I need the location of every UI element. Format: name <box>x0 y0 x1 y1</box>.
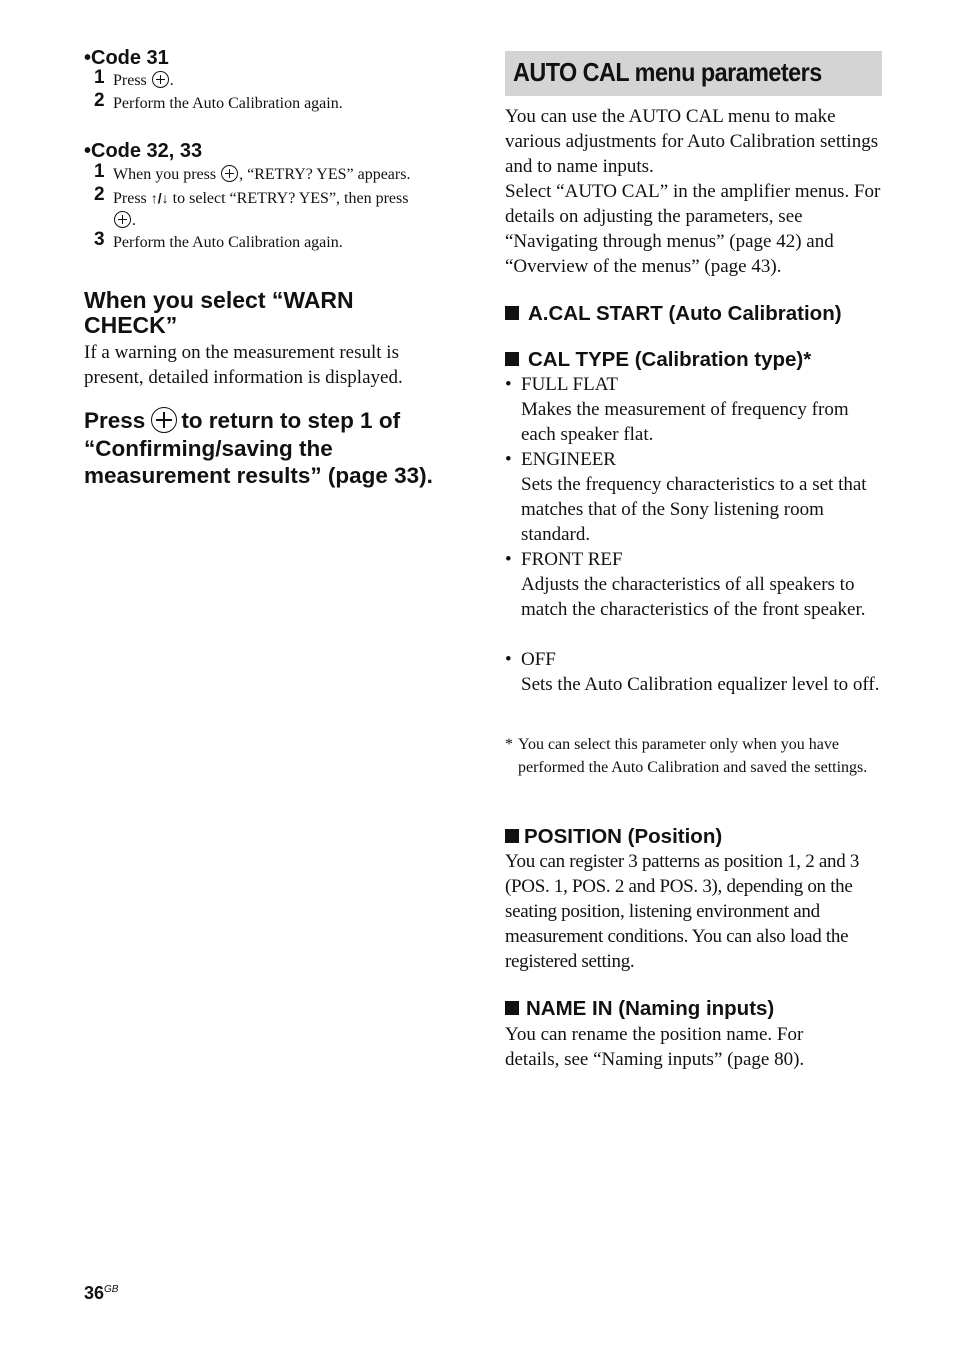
step-number: 2 <box>94 90 105 111</box>
option-name: OFF <box>521 649 556 670</box>
step-number: 2 <box>94 184 105 205</box>
step-number: 1 <box>94 67 105 88</box>
intro-text-2: Select “AUTO CAL” in the amplifier menus. For details on adjusting the parameters, see “Navigating through menus” (page 42) and “Overview of the menus” (page 43). <box>505 181 881 277</box>
step-text: Perform the Auto Calibration again. <box>113 95 343 112</box>
intro-text: You can use the AUTO CAL menu to make various adjustments for Auto Calibration settings and to name inputs. <box>505 106 879 177</box>
page-suffix: GB <box>104 1284 119 1295</box>
acal-start-heading: A.CAL START (Auto Calibration) <box>505 302 842 326</box>
step-number: 3 <box>94 229 105 250</box>
square-bullet-icon <box>505 829 519 843</box>
step-text: Perform the Auto Calibration again. <box>113 234 343 251</box>
warn-check-body: If a warning on the measurement result is present, detailed information is displayed. <box>84 342 403 388</box>
option-name: FRONT REF <box>521 549 623 570</box>
footnote-star: * <box>505 736 513 753</box>
option-desc: Adjusts the characteristics of all speakers to match the characteristics of the front speaker. <box>521 574 866 620</box>
up-down-arrows-icon: ↑/↓ <box>150 190 169 206</box>
position-body: You can register 3 patterns as position 1, 2 and 3 (POS. 1, POS. 2 and POS. 3), depending on the seating position, listening environment and measurement conditions. You can also load the registered setting. <box>505 851 860 972</box>
option-desc: Sets the frequency characteristics to a set that matches that of the Sony listening room standard. <box>521 474 867 545</box>
enter-button-icon <box>114 211 131 228</box>
option-desc: Makes the measurement of frequency from each speaker flat. <box>521 399 849 445</box>
warn-check-heading: When you select “WARN CHECK” <box>84 287 354 338</box>
step-text: Press ↑/↓ to select “RETRY? YES”, then press <box>113 190 409 207</box>
section-title: AUTO CAL menu parameters <box>513 57 822 87</box>
square-bullet-icon <box>505 306 519 320</box>
option-desc: Sets the Auto Calibration equalizer level to off. <box>521 674 880 695</box>
square-bullet-icon <box>505 1001 519 1015</box>
footnote-text: You can select this parameter only when you have performed the Auto Calibration and saved the settings. <box>518 736 868 776</box>
enter-button-icon <box>151 407 177 433</box>
section-banner <box>505 51 882 96</box>
code31-heading: •Code 31 <box>84 47 169 69</box>
page-number: $36^{GB}$ <box>84 1283 119 1303</box>
step-text: Press . <box>113 72 174 89</box>
step-number: 1 <box>94 161 105 182</box>
step-text: When you press , “RETRY? YES” appears. <box>113 166 411 183</box>
enter-button-icon <box>152 71 169 88</box>
option-name: ENGINEER <box>521 449 616 470</box>
position-heading: POSITION (Position) <box>505 825 722 849</box>
press-heading: Press to return to step 1 of “Confirming/saving the measurement results” (page 33). <box>84 408 433 488</box>
code3233-heading: •Code 32, 33 <box>84 140 203 162</box>
option-name: FULL FLAT <box>521 374 618 395</box>
cal-type-heading: CAL TYPE (Calibration type)* <box>505 348 811 372</box>
enter-button-icon <box>221 165 238 182</box>
footnote <box>505 734 885 779</box>
square-bullet-icon <box>505 352 519 366</box>
name-in-body: You can rename the position name. For details, see “Naming inputs” (page 80). <box>505 1024 805 1070</box>
name-in-heading: NAME IN (Naming inputs) <box>505 997 774 1021</box>
